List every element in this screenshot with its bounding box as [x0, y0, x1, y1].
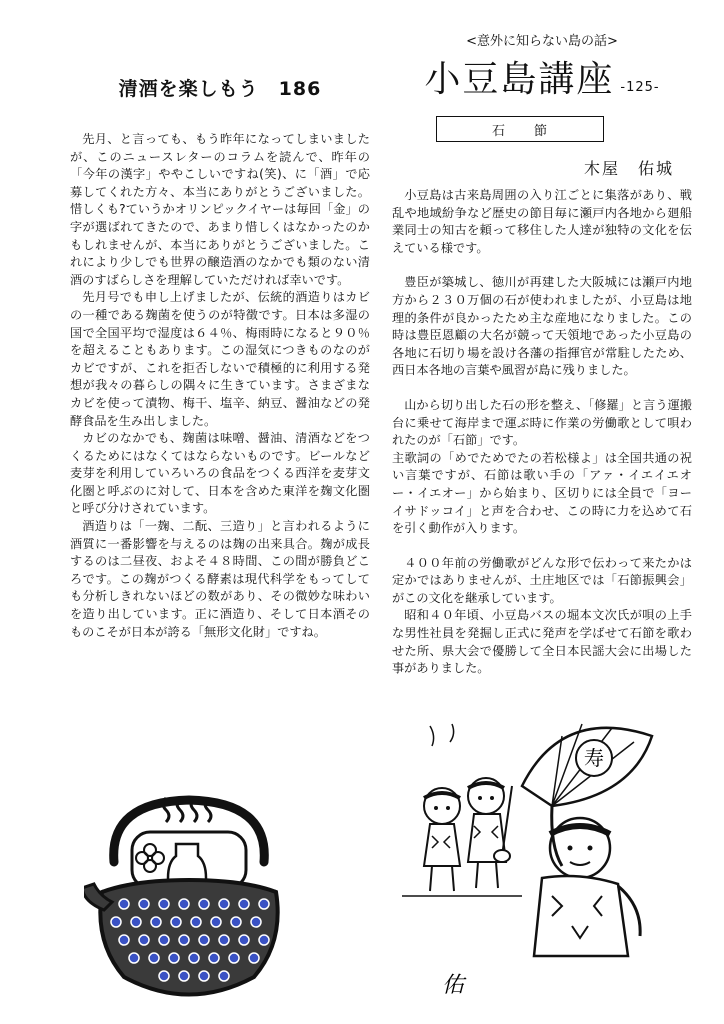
sake-paragraph-4: 酒造りは「一麹、二酛、三造り」と言われるように酒質に一番影響を与えるのは麹の出来具合。麹が成長するのは二昼夜、およそ４８時間、この間が勝負どころです。この麹がつくる酵素は現代科学をもってしても分析しきれないほどの数があり、その微妙な味わいを造り出しています。正に酒造り、そして日本酒そのものこそが日本が誇る「無形文化財」ですね。 [70, 519, 370, 639]
fan-character: 寿 [584, 746, 604, 770]
island-column [392, 30, 692, 678]
sake-column [70, 74, 370, 641]
artist-signature: 佑 [442, 973, 465, 998]
subject-box [436, 116, 604, 142]
sake-paragraph-2: 先月号でも申し上げましたが、伝統的酒造りはカビの一種である麹菌を使うのが特徴です。日本は多湿の国で全国平均で湿度は６４％、梅雨時になると９０％を超えることもあります。この湿気につきものなのがカビですが、これを拒否しないで積極的に利用する発想が我々の暮らしの隅々に生きています。さまざまなカビを使って漬物、梅干、塩辛、納豆、醤油などの発酵食品を生み出しました。 [70, 290, 370, 428]
author-name: 木屋 佑城 [583, 159, 674, 178]
iron-kettle-illustration [84, 792, 294, 1016]
issue-number: -125- [620, 80, 660, 95]
island-body [392, 187, 692, 678]
sake-column-title: 清酒を楽しもう 186 [118, 78, 322, 100]
island-paragraph-1: 小豆島は古来島周囲の入り江ごとに集落があり、戦乱や地域紛争など歴史の節目毎に瀬戸内各地から廻船業同士の知古を頼って移住した人達が独特の文化を伝えている様です。 [392, 188, 692, 255]
island-paragraph-4: 主歌詞の「めでためでたの若松様よ」は全国共通の祝い言葉ですが、石節は歌い手の「アァ・イエイエオー・イエオー」から始まり、区切りには全員で「ヨーイサドッコイ」と声を合わせ、この時に力を込めて石を引く動作が入ります。 [392, 450, 692, 536]
subject-label: 石 節 [491, 123, 548, 139]
series-label: <意外に知らない島の話> [466, 34, 618, 49]
island-paragraph-5: ４００年前の労働歌がどんな形で伝わって来たかは定かではありませんが、土庄地区では「石節振興会」がこの文化を継承しています。 [392, 555, 692, 605]
sake-paragraph-3: カビのなかでも、麹菌は味噌、醤油、清酒などをつくるためにはなくてはならないものです。ビールなど麦芽を利用していろいろの食品をつくる西洋を麦芽文化圏と呼ぶのに対して、日本を含めた東洋を麹文化圏と呼び分けされています。 [70, 431, 370, 516]
island-paragraph-2: 豊臣が築城し、徳川が再建した大阪城には瀬戸内地方から２３０万個の石が使われましたが、小豆島は地理的条件が良かったため主な産地になりました。この時は豊臣恩顧の大名が競って天領地であった小豆島の各地に石切り場を設け各藩の指揮官が常駐したため、西日本各地の言葉や風習が島に残りました。 [392, 275, 692, 378]
island-paragraph-6: 昭和４０年頃、小豆島バスの堀本文次氏が唄の上手な男性社員を発掘し正式に発声を学ばせて石節を歌わせた所、県大会で優勝して全日本民謡大会に出場した事がありました。 [392, 608, 692, 676]
island-title-row [392, 51, 692, 102]
folk-singers-illustration [402, 706, 702, 1010]
sake-paragraph-1: 先月、と言っても、もう昨年になってしまいましたが、このニュースレターのコラムを読んで、昨年の「今年の漢字」ややこしいですね(笑)、に「酒」で応募してくれた方々、本当にありがとうございました。惜しくも?ていうかオリンピックイヤーは毎回「金」の字が選ばれてきたので、あまり惜しくはなかったのかもしれませんが、本当にありがとうございました。これにより少しでも世界の醸造酒のなかでも類のない清酒のすばらしさを理解していただければ幸いです。 [70, 132, 370, 287]
island-column-title: 小豆島講座 [424, 59, 615, 100]
island-paragraph-3: 山から切り出した石の形を整え、「修羅」と言う運搬台に乗せて海岸まで運ぶ時に作業の労働歌として唄われたのが「石節」です。 [392, 397, 692, 448]
